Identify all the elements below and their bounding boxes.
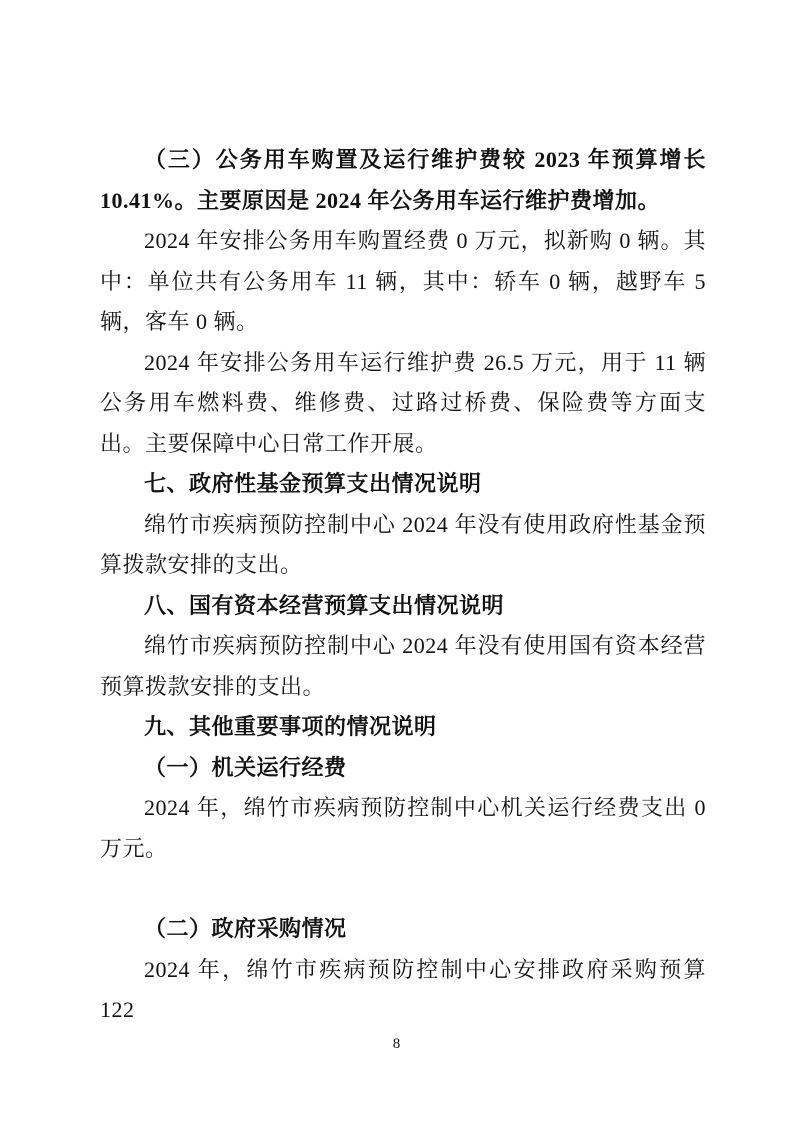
paragraph-state-capital: 绵竹市疾病预防控制中心 2024 年没有使用国有资本经营预算拨款安排的支出。 <box>100 633 706 699</box>
subsection-heading-2-gov-procurement: （二）政府采购情况 <box>144 916 347 941</box>
section-heading-7-gov-fund-budget: 七、政府性基金预算支出情况说明 <box>144 471 482 496</box>
paragraph-agency-running-cost: 2024 年，绵竹市疾病预防控制中心机关运行经费支出 0 万元。 <box>100 795 706 861</box>
blank-line <box>100 869 706 909</box>
section-heading-8-state-capital: 八、国有资本经营预算支出情况说明 <box>144 592 505 618</box>
paragraph-vehicle-purchase: 2024 年安排公务用车购置经费 0 万元，拟新购 0 辆。其中：单位共有公务用车 11 辆，其中：轿车 0 辆，越野车 5 辆，客车 0 辆。 <box>100 228 706 334</box>
paragraph-vehicle-maintenance: 2024 年安排公务用车运行维护费 26.5 万元，用于 11 辆公务用车燃料费、维修费、过路过桥费、保险费等方面支出。主要保障中心日常工作开展。 <box>100 349 706 456</box>
paragraph-gov-procurement: 2024 年，绵竹市疾病预防控制中心安排政府采购预算 122 <box>100 956 706 1022</box>
section-heading-9-other-matters: 九、其他重要事项的情况说明 <box>144 714 437 739</box>
section-heading-vehicle-expense: （三）公务用车购置及运行维护费较 2023 年预算增长 10.41%。主要原因是 2024 年公务用车运行维护费增加。 <box>100 147 706 213</box>
paragraph-gov-fund-budget: 绵竹市疾病预防控制中心 2024 年没有使用政府性基金预算拨款安排的支出。 <box>100 511 706 577</box>
page-number: 8 <box>392 1036 401 1052</box>
document-content <box>100 140 706 1031</box>
subsection-heading-1-agency-running-cost: （一）机关运行经费 <box>144 754 347 780</box>
